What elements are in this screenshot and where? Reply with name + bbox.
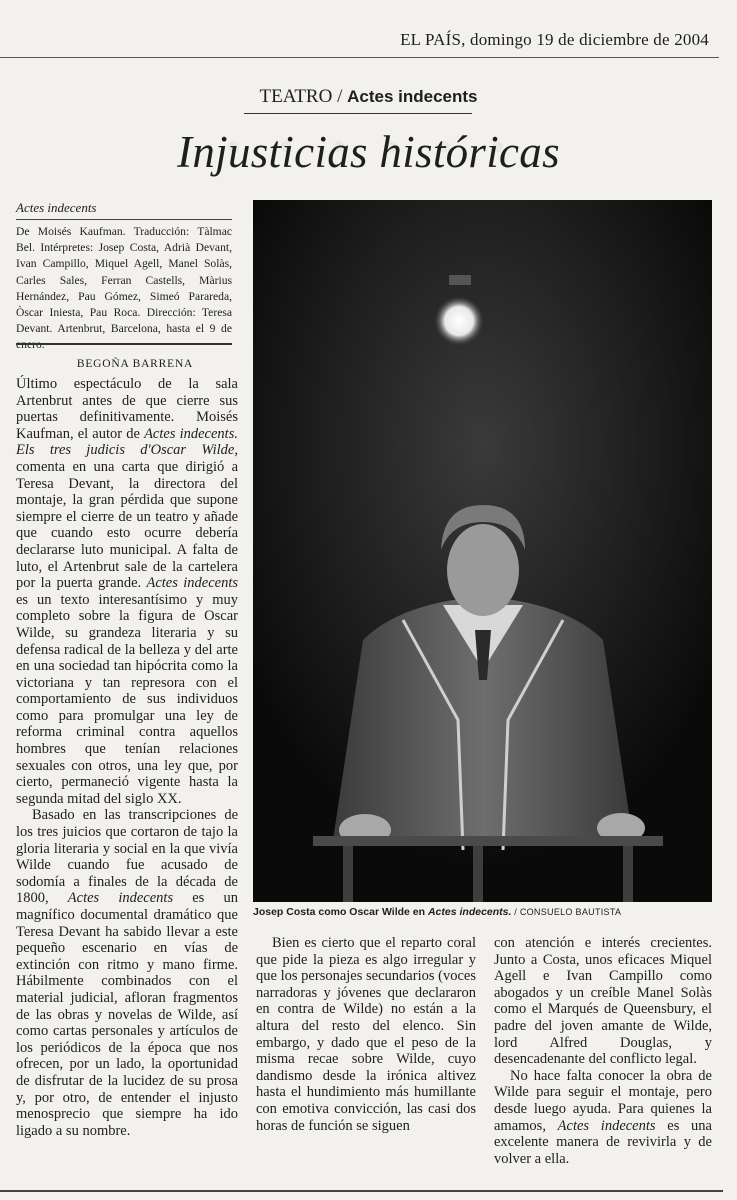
article-column-middle xyxy=(256,935,476,1134)
photo-caption: Josep Costa como Oscar Wilde en Actes indecents. / CONSUELO BAUTISTA xyxy=(253,906,622,918)
production-photo xyxy=(253,200,712,902)
masthead-rule xyxy=(0,57,719,58)
production-infobox xyxy=(16,200,232,354)
section-rule xyxy=(244,113,472,114)
infobox-title: Actes indecents xyxy=(16,200,232,220)
spotlight-icon xyxy=(433,295,485,347)
section-label xyxy=(0,86,737,108)
article-column-right xyxy=(494,935,712,1167)
infobox-rule xyxy=(16,343,232,345)
paragraph-1: Último espectáculo de la sala Artenbrut antes de que cierre sus puertas definitivamente. Moisés Kaufman, el autor de Actes indecents. Els tres judicis d'Oscar Wilde, comenta en una carta que dirigió a Teresa Devant, la directora del montaje, la gran pérdida que supone siempre el cierre de un teatro y añade que cuando esto ocurre debería declararse luto municipal. A falta de luto, el Artenbrut sale de la cartelera por la puerta grande. Actes indecents es un texto interesantísimo y muy completo sobre la figura de Oscar Wilde, su grandeza literaria y su defensa radical de la belleza y del arte en una sociedad tan hipócrita como la victoriana y tan represora con el comportamiento de sus individuos como para promulgar una ley de reforma criminal contra aquellos hombres que tenían relaciones sexuales con otros, una ley que, por cierto, permaneció vigente hasta la segunda mitad del siglo XX. xyxy=(16,376,238,807)
section-subject: Actes indecents xyxy=(347,87,478,106)
article-column-left xyxy=(16,376,238,1139)
bottom-rule xyxy=(0,1190,723,1192)
paragraph-4: No hace falta conocer la obra de Wilde para seguir el montaje, pero desde luego ayuda. Para quienes la amamos, Actes indecents es una excelente manera de revivirla y de volver a ella. xyxy=(494,1067,712,1167)
infobox-credits: De Moisés Kaufman. Traducción: Tàlmac Bel. Intérpretes: Josep Costa, Adrià Devant, Ivan Campillo, Miquel Agell, Manel Solàs, Carles Sales, Ferran Castells, Màrius Hernández, Pau Gómez, Simeó Parareda, Òscar Iniesta, Pau Roca. Dirección: Teresa Devant. Artenbrut, Barcelona, hasta el 9 de enero. xyxy=(16,225,232,352)
actor-on-stage-image xyxy=(253,200,712,902)
masthead: EL PAÍS, domingo 19 de diciembre de 2004 xyxy=(400,30,709,49)
section-name: TEATRO / xyxy=(259,86,343,107)
headline: Injusticias históricas xyxy=(177,127,560,177)
paragraph-3: Bien es cierto que el reparto coral que pide la pieza es algo irregular y que los personajes secundarios (voces narradoras y jóvenes que declararon en contra de Wilde) no están a la altura del resto del elenco. Sin embargo, y dado que el peso de la misma recae sobre Wilde, cuyo dandismo desde la irónica altivez hasta el hundimiento más humillante con emotiva convicción, las casi dos horas de función se siguen xyxy=(256,935,476,1134)
paragraph-3-continued: con atención e interés crecientes. Junto a Costa, unos eficaces Miquel Agell e Ivan Campillo como abogados y un creíble Manel Solàs como el Marqués de Queensbury, el padre del joven amante de Wilde, lord Alfred Douglas, y desencadenante del conflicto legal. xyxy=(494,935,712,1068)
byline: BEGOÑA BARRENA xyxy=(76,358,194,370)
paragraph-2: Basado en las transcripciones de los tres juicios que cortaron de tajo la gloria literaria y social en la que vivía Wilde cuando fue acusado de sodomía a finales de la década de 1800, Actes indecents es un magnífico documental dramático que Teresa Devant ha sabido llevar a este pequeño escenario en vías de extinción con ritmo y mano firme. Hábilmente combinados con el material judicial, afloran fragmentos de las obras y novelas de Wilde, así como cartas personales y artículos de los periódicos de la época que nos ofrecen, por un lado, la oportunidad de disfrutar de la lucidez de su prosa y, por otro, de entender el injusto menosprecio que siempre ha ido ligado a su nombre. xyxy=(16,807,238,1139)
